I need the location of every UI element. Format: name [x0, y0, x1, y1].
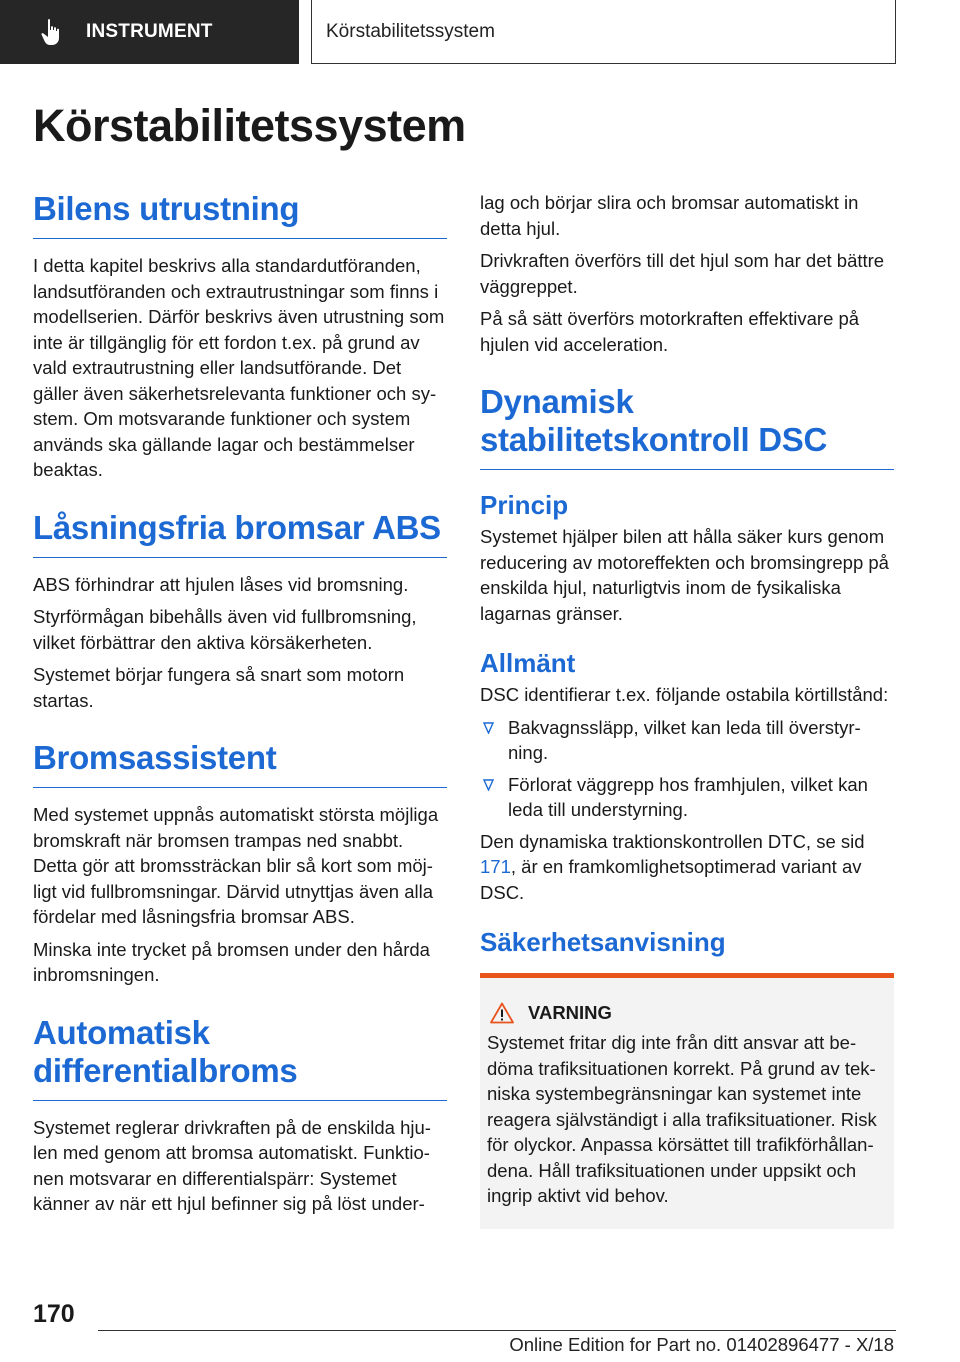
warning-title: VARNING	[528, 1002, 612, 1023]
list-item-text: Bakvagnssläpp, vilket kan leda till överstyrning.	[508, 716, 861, 763]
chapter-tab-label: INSTRUMENT	[86, 21, 213, 42]
abs-heading: Låsningsfria bromsar ABS	[33, 509, 447, 558]
triangle-bullet-icon	[483, 779, 494, 791]
warning-box	[480, 973, 894, 1229]
section-dsc	[480, 383, 894, 1229]
footer-divider	[98, 1330, 896, 1331]
dsc-heading: Dynamisk stabilitetskontroll DSC	[480, 383, 894, 470]
section-brake-assist	[33, 739, 447, 988]
abs-paragraph-3: Systemet börjar fungera så snart som motorn startas.	[33, 664, 405, 711]
equipment-text: I detta kapitel beskrivs alla standardutföranden, landsutföranden och extrautrustningar som finns i modellserien. Därför beskrivs även utrustning som inte är tillgänglig för ett fordon t.ex. på grund av vald extrautrustning eller landsutförande. Det gäller även säkerhetsrelevanta funktioner och system. Om motsvarande funktioner och system används ska gällande lagar och bestämmelser beaktas.	[33, 255, 445, 480]
differential-brake-paragraph-3: På så sätt överförs motorkraften effektivare på hjulen vid acceleration.	[480, 308, 860, 355]
dtc-text-before: Den dynamiska traktionskontrollen DTC, se sid	[480, 830, 865, 852]
allmant-text: DSC identifierar t.ex. följande ostabila körtillstånd:	[480, 684, 889, 705]
differential-brake-continuation: lag och börjar slira och bromsar automatiskt in detta hjul.	[480, 192, 859, 239]
abs-paragraph-1: ABS förhindrar att hjulen låses vid bromsning.	[33, 573, 409, 595]
section-equipment	[33, 190, 447, 483]
section-abs	[33, 509, 447, 714]
breadcrumb: Körstabilitetssystem	[311, 0, 896, 64]
list-item-text: Förlorat väggrepp hos framhjulen, vilket kan leda till understyrning.	[508, 773, 868, 820]
safety-heading: Säkerhetsanvisning	[480, 927, 726, 957]
list-item	[480, 772, 894, 823]
princip-heading: Princip	[480, 490, 569, 520]
allmant-heading: Allmänt	[480, 648, 576, 678]
differential-brake-paragraph-2: Drivkraften överförs till det hjul som har det bättre väggreppet.	[480, 250, 885, 297]
dtc-text-after: , är en framkomlighetsoptimerad variant av DSC.	[480, 856, 862, 903]
chapter-tab[interactable]	[0, 0, 299, 64]
list-item	[480, 715, 894, 766]
page-title: Körstabilitetssystem	[33, 100, 466, 151]
abs-paragraph-2: Styrförmågan bibehålls även vid fullbromsning, vilket förbättrar den aktiva körsäkerheten.	[33, 606, 417, 653]
equipment-heading: Bilens utrustning	[33, 190, 447, 239]
princip-text: Systemet hjälper bilen att hålla säker kurs genom reducering av motoreffekten och bromsingrepp på enskilda hjul, naturligtvis inom de fysikaliska lagarnas gränser.	[480, 526, 889, 624]
section-differential-brake	[33, 1014, 447, 1217]
footer-edition: Online Edition for Part no. 01402896477 - X/18	[509, 1334, 894, 1355]
page-reference-link[interactable]: 171	[480, 856, 511, 877]
triangle-bullet-icon	[483, 722, 494, 734]
warning-triangle-icon	[490, 1002, 514, 1024]
differential-brake-heading: Automatisk differentialbroms	[33, 1014, 447, 1101]
brake-assist-paragraph-2: Minska inte trycket på bromsen under den hårda inbromsningen.	[33, 938, 430, 985]
warning-header	[487, 1002, 886, 1024]
page-number: 170	[33, 1300, 75, 1328]
brake-assist-paragraph-1: Med systemet uppnås automatiskt största möjliga bromskraft när bromsen trampas ned snabbt. Detta gör att bromssträckan blir så kort som möjligt vid fullbromsningar. Därvid utnyttjas även alla fördelar med låsningsfria bromsar ABS.	[33, 804, 439, 927]
hand-pointer-icon	[40, 18, 66, 46]
condition-list	[480, 715, 894, 823]
brake-assist-heading: Bromsassistent	[33, 739, 447, 788]
right-column	[480, 190, 894, 1255]
differential-brake-paragraph-1: Systemet reglerar drivkraften på de enskilda hjulen med genom att bromsa automatiskt. Funktionen motsvarar en differentialspärr: Systemet känner av när ett hjul befinner sig på löst under-	[33, 1116, 431, 1214]
left-column	[33, 190, 447, 1243]
warning-text: Systemet fritar dig inte från ditt ansvar att bedöma trafiksituationen korrekt. På grund av tekniska systembegränsningar kan systemet inte reagera självständigt i alla trafiksituationer. Risk för olyckor. Anpassa körsättet till trafikförhållandena. Håll trafiksituationen under uppsikt och ingrip aktivt vid behov.	[487, 1032, 877, 1206]
dtc-paragraph	[480, 829, 894, 906]
